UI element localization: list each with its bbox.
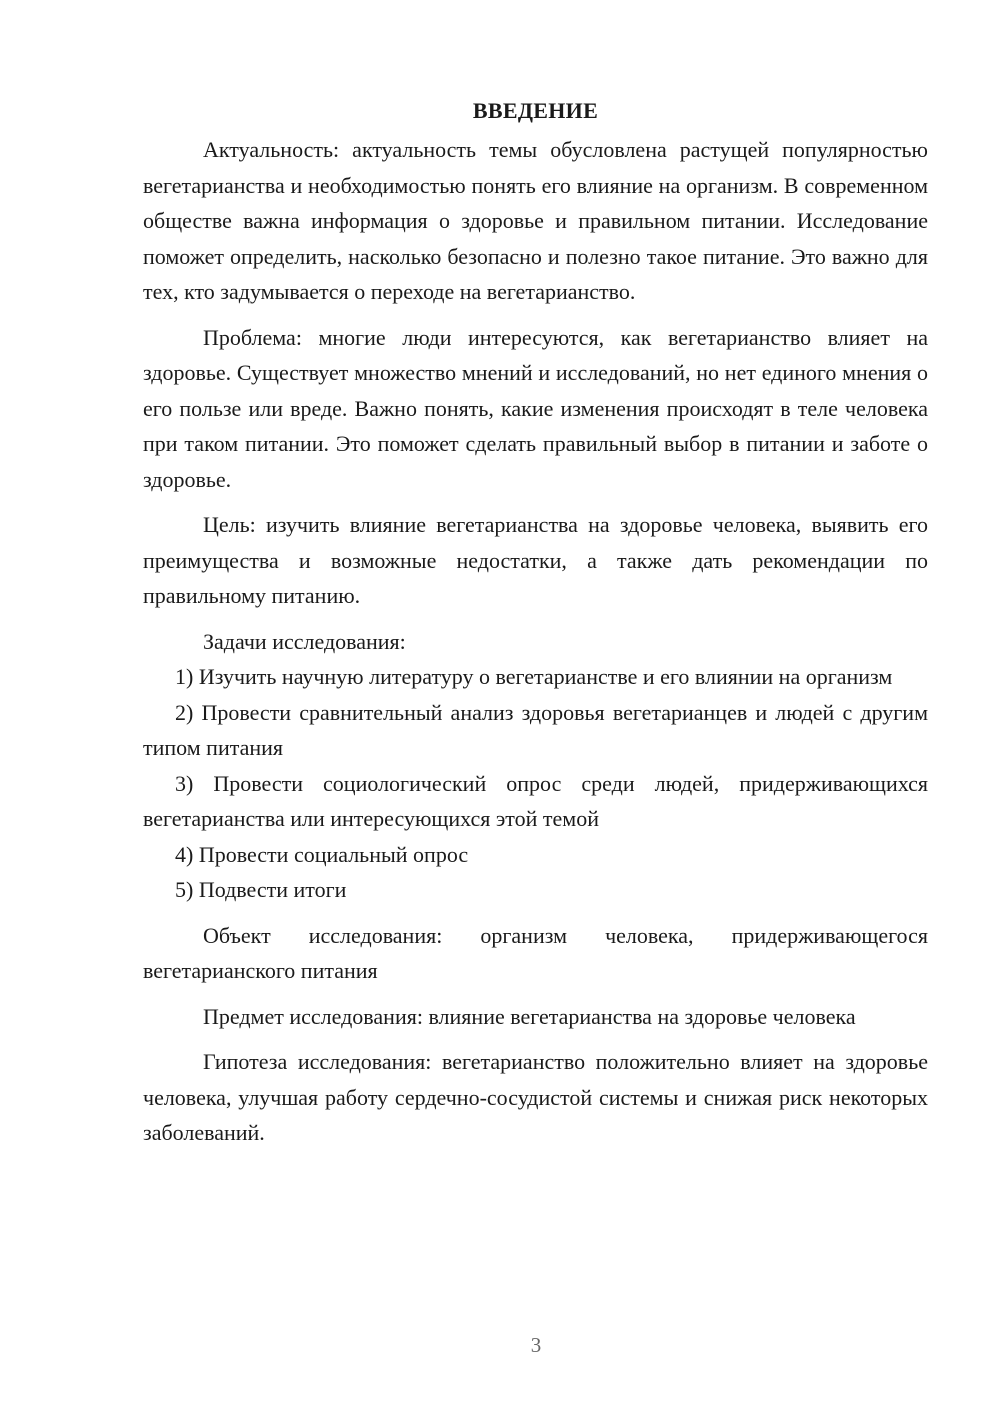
problem-paragraph: Проблема: многие люди интересуются, как вегетарианство влияет на здоровье. Существует множество мнений и исследований, но нет единого мнения о его пользе или вреде. Важно понять, какие изменения происходят в теле человека при таком питании. Это поможет сделать правильный выбор в питании и заботе о здоровье.	[143, 324, 928, 492]
page-number: 3	[530, 1333, 542, 1357]
relevance-paragraph: Актуальность: актуальность темы обусловлена растущей популярностью вегетарианства и необходимостью понять его влияние на организм. В современном обществе важна информация о здоровье и правильном питании. Исследование поможет определить, насколько безопасно и полезно такое питание. Это важно для тех, кто задумывается о переходе на вегетарианство.	[143, 137, 928, 304]
task-item-2: 2) Провести сравнительный анализ здоровья вегетарианцев и людей с другим типом питания	[143, 699, 928, 760]
subject-paragraph: Предмет исследования: влияние вегетарианства на здоровье человека	[203, 1003, 856, 1029]
task-item-5: 5) Подвести итоги	[175, 877, 347, 902]
object-paragraph: Объект исследования: организм человека, придерживающегося вегетарианского питания	[143, 922, 928, 983]
tasks-heading: Задачи исследования:	[203, 628, 406, 654]
document-page	[143, 88, 928, 1151]
page-title: ВВЕДЕНИЕ	[472, 98, 599, 123]
hypothesis-paragraph: Гипотеза исследования: вегетарианство положительно влияет на здоровье человека, улучшая работу сердечно-сосудистой системы и снижая риск некоторых заболеваний.	[143, 1049, 928, 1145]
task-item-1: 1) Изучить научную литературу о вегетарианстве и его влиянии на организм	[175, 664, 893, 689]
goal-paragraph: Цель: изучить влияние вегетарианства на здоровье человека, выявить его преимущества и возможные недостатки, а также дать рекомендации по правильному питанию.	[143, 512, 928, 608]
task-item-3: 3) Провести социологический опрос среди людей, придерживающихся вегетарианства или интересующихся этой темой	[143, 770, 928, 831]
task-item-4: 4) Провести социальный опрос	[175, 841, 469, 867]
